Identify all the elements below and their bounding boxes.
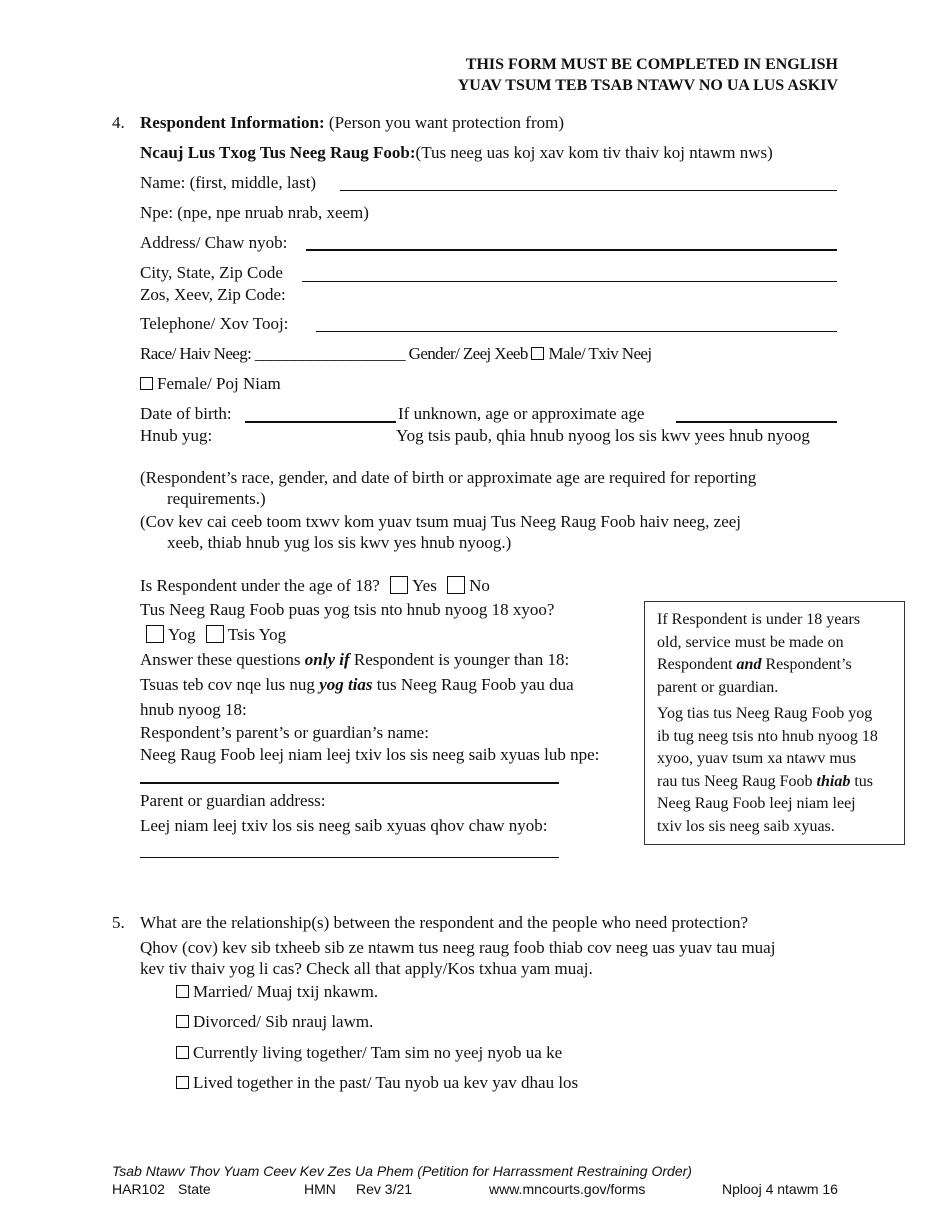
- footer-form-number: HAR102: [112, 1181, 165, 1197]
- tsis-yog-checkbox[interactable]: [206, 625, 224, 643]
- race-label: Race/ Haiv Neeg: ___________________: [140, 344, 405, 363]
- city-label: City, State, Zip Code: [140, 263, 283, 282]
- under18-row: [140, 576, 490, 596]
- tsuas-teb: Tsuas teb cov nqe lus nug yog tias tus Neeg Raug Foob yau dua: [140, 675, 574, 694]
- footer-page-number: Nplooj 4 ntawm 16: [722, 1181, 838, 1197]
- section-5-question: What are the relationship(s) between the respondent and the people who need protection?: [140, 913, 748, 932]
- yes-checkbox[interactable]: [390, 576, 408, 594]
- divorced-checkbox[interactable]: [176, 1015, 189, 1028]
- male-checkbox[interactable]: [531, 347, 544, 360]
- footer-revision: Rev 3/21: [356, 1181, 413, 1197]
- yog-row: [140, 625, 286, 645]
- section-5-number: 5.: [112, 913, 125, 932]
- section-5-hmong-2: kev tiv thaiv yog li cas? Check all that apply/Kos txhua yam muaj.: [140, 959, 593, 978]
- married-checkbox[interactable]: [176, 985, 189, 998]
- dob-input-line[interactable]: [245, 421, 396, 423]
- city-input-line[interactable]: [302, 281, 837, 282]
- section-4-hmong-title: Ncauj Lus Txog Tus Neeg Raug Foob:(Tus neeg uas koj xav kom tiv thaiv koj ntawm nws): [140, 143, 773, 162]
- box-hmong-3: xyoo, yuav tsum xa ntawv mus: [657, 750, 857, 767]
- section-4-title: Respondent Information: (Person you want protection from): [140, 113, 565, 132]
- box-hmong-4: rau tus Neeg Raug Foob thiab tus: [657, 772, 873, 790]
- box-line-1: If Respondent is under 18 years: [657, 611, 861, 628]
- box-hmong-2: ib tug neeg tsis nto hnub nyoog 18: [657, 727, 878, 745]
- option-living-together: Currently living together/ Tam sim no yeej nyob ua ke: [176, 1043, 562, 1063]
- dob-label: Date of birth:: [140, 404, 232, 423]
- dob-unknown-label: If unknown, age or approximate age: [398, 404, 645, 423]
- dob-hmong-label: Hnub yug:: [140, 426, 213, 445]
- race-gender-row: [140, 344, 651, 364]
- address-label: Address/ Chaw nyob:: [140, 233, 288, 252]
- male-label: Male/ Txiv Neej: [548, 344, 652, 363]
- note-hm-1: (Cov kev cai ceeb toom txwv kom yuav tsum muaj Tus Neeg Raug Foob haiv neeg, zeej: [140, 512, 742, 531]
- female-row: [140, 374, 281, 394]
- note-hm-2: xeeb, thiab hnub yug los sis kwv yes hnub nyoog.): [167, 533, 512, 552]
- yog-label: Yog: [168, 625, 196, 644]
- option-divorced: Divorced/ Sib nrauj lawm.: [176, 1012, 373, 1032]
- female-label: Female/ Poj Niam: [157, 374, 281, 393]
- box-line-3: Respondent and Respondent’s: [657, 656, 852, 673]
- parent-name-input-line[interactable]: [140, 782, 559, 784]
- address-input-line[interactable]: [306, 249, 837, 251]
- header-line-2: YUAV TSUM TEB TSAB NTAWV NO UA LUS ASKIV: [457, 77, 838, 94]
- parent-name-label: Respondent’s parent’s or guardian’s name:: [140, 723, 429, 742]
- name-input-line[interactable]: [340, 190, 837, 191]
- phone-label: Telephone/ Xov Tooj:: [140, 314, 289, 333]
- box-hmong-6: txiv los sis neeg saib xyuas.: [657, 817, 835, 835]
- lived-together-checkbox[interactable]: [176, 1076, 189, 1089]
- answer-only-if: Answer these questions only if Respondent is younger than 18:: [140, 650, 570, 669]
- option-lived-together: Lived together in the past/ Tau nyob ua kev yav dhau los: [176, 1073, 578, 1093]
- box-hmong-1: Yog tias tus Neeg Raug Foob yog: [657, 705, 873, 722]
- gender-label: Gender/ Zeej Xeeb: [408, 344, 528, 363]
- parent-address-label: Parent or guardian address:: [140, 791, 326, 810]
- name-label: Name: (first, middle, last): [140, 173, 317, 192]
- under18-service-box: [644, 601, 905, 845]
- option-married: Married/ Muaj txij nkawm.: [176, 982, 378, 1002]
- footer-language: HMN: [304, 1181, 336, 1197]
- dob-unknown-hmong-label: Yog tsis paub, qhia hnub nyoog los sis kwv yees hnub nyoog: [396, 426, 810, 445]
- under18-question: Is Respondent under the age of 18?: [140, 576, 380, 595]
- footer-title: Tsab Ntawv Thov Yuam Ceev Kev Zes Ua Phem (Petition for Harrassment Restraining Order): [112, 1163, 692, 1179]
- header-line-1: THIS FORM MUST BE COMPLETED IN ENGLISH: [465, 56, 838, 73]
- name-hmong-label: Npe: (npe, npe nruab nrab, xeem): [140, 203, 369, 222]
- note-en-1: (Respondent’s race, gender, and date of birth or approximate age are required for reporting: [140, 468, 757, 487]
- tsuas-teb-2: hnub nyoog 18:: [140, 700, 247, 719]
- age-input-line[interactable]: [676, 421, 837, 423]
- box-line-2: old, service must be made on: [657, 633, 844, 651]
- note-en-2: requirements.): [167, 489, 266, 508]
- phone-input-line[interactable]: [316, 331, 837, 332]
- box-hmong-5: Neeg Raug Foob leej niam leej: [657, 795, 856, 812]
- yog-checkbox[interactable]: [146, 625, 164, 643]
- no-checkbox[interactable]: [447, 576, 465, 594]
- parent-address-input-line[interactable]: [140, 857, 559, 858]
- section-4-number: 4.: [112, 113, 125, 132]
- parent-address-hmong-label: Leej niam leej txiv los sis neeg saib xyuas qhov chaw nyob:: [140, 816, 548, 835]
- living-together-checkbox[interactable]: [176, 1046, 189, 1059]
- female-checkbox[interactable]: [140, 377, 153, 390]
- no-label: No: [469, 576, 490, 595]
- under18-hmong: Tus Neeg Raug Foob puas yog tsis nto hnub nyoog 18 xyoo?: [140, 600, 555, 619]
- footer-state: State: [178, 1181, 211, 1197]
- section-5-hmong-1: Qhov (cov) kev sib txheeb sib ze ntawm tus neeg raug foob thiab cov neeg uas yuav tau muaj: [140, 938, 776, 957]
- tsis-yog-label: Tsis Yog: [227, 625, 287, 644]
- box-line-4: parent or guardian.: [657, 678, 779, 696]
- city-hmong-label: Zos, Xeev, Zip Code:: [140, 285, 286, 304]
- yes-label: Yes: [412, 576, 437, 595]
- parent-name-hmong-label: Neeg Raug Foob leej niam leej txiv los sis neeg saib xyuas lub npe:: [140, 745, 600, 764]
- footer-url[interactable]: www.mncourts.gov/forms: [489, 1181, 646, 1197]
